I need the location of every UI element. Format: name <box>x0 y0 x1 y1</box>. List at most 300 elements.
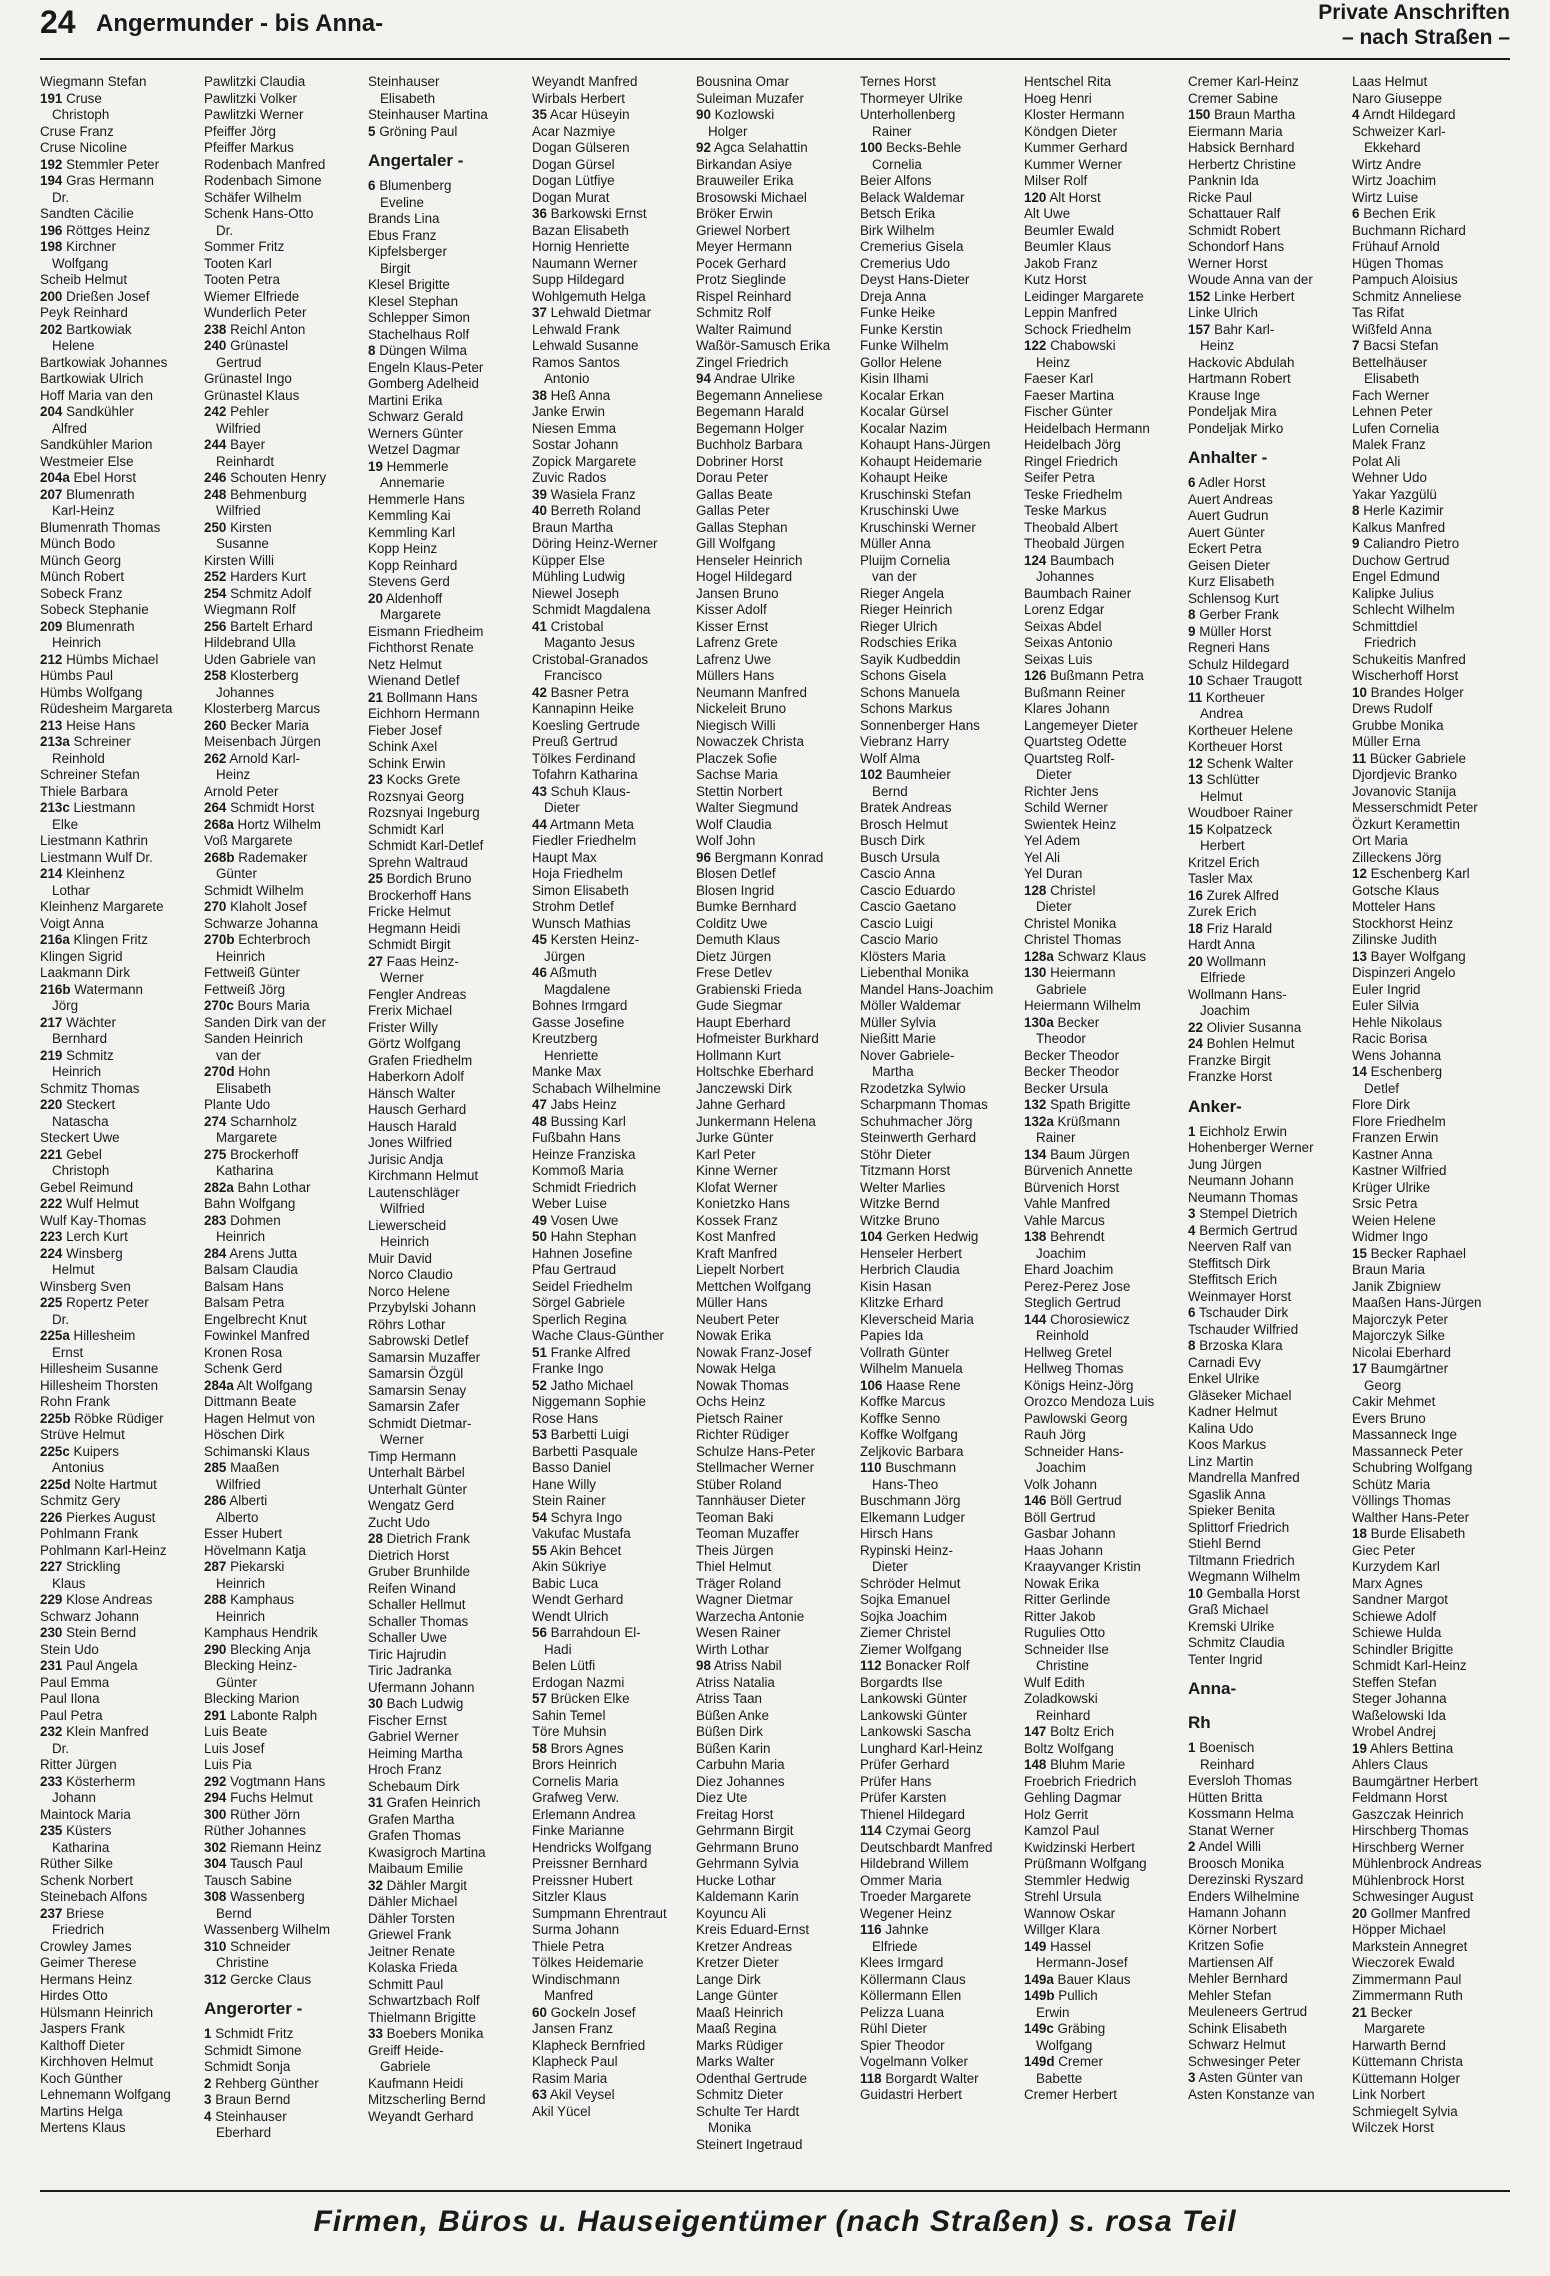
resident-name: Dietrich Horst <box>368 1547 450 1563</box>
directory-entry <box>204 1873 362 1890</box>
directory-entry <box>1352 1955 1510 1972</box>
resident-name: Theodor <box>1036 1031 1086 1046</box>
directory-entry <box>204 1361 362 1378</box>
resident-name: Buchholz Barbara <box>696 437 803 452</box>
resident-name: Kamphaus <box>230 1592 295 1607</box>
resident-name: Simon Elisabeth <box>532 882 629 898</box>
resident-name: Unterhalt Bärbel <box>368 1465 465 1480</box>
resident-name: Seixas Abdel <box>1024 618 1102 634</box>
directory-entry <box>1352 1988 1510 2005</box>
directory-entry <box>368 1185 526 1202</box>
resident-name: Becker <box>1057 1014 1100 1030</box>
resident-name: Carnadi Evy <box>1188 1354 1261 1370</box>
resident-name: Froebrich Friedrich <box>1024 1773 1137 1789</box>
resident-name: Jansen Franz <box>532 2021 614 2036</box>
resident-name: Bluhm Marie <box>1050 1757 1126 1772</box>
resident-name: Büßen Karin <box>696 1740 771 1756</box>
directory-entry <box>204 586 362 603</box>
directory-entry <box>532 883 690 900</box>
directory-entry <box>1024 503 1182 520</box>
resident-name: Brzoska Klara <box>1199 1338 1283 1353</box>
directory-entry <box>1024 1180 1182 1197</box>
resident-name: Wiemer Elfriede <box>204 288 300 304</box>
resident-name: Akin Behcet <box>549 1542 622 1558</box>
house-number: 44 <box>532 816 547 832</box>
resident-name: Lehnemann Wolfgang <box>40 2087 171 2102</box>
directory-entry <box>696 998 854 1015</box>
resident-name: Schebaum Dirk <box>368 1778 460 1794</box>
resident-name: Brandes Holger <box>1370 684 1464 700</box>
resident-name: Schaer Traugott <box>1206 673 1302 688</box>
resident-name: Evers Bruno <box>1352 1410 1426 1426</box>
directory-entry <box>1352 932 1510 949</box>
resident-name: Klapheck Bernfried <box>532 2037 646 2053</box>
directory-entry <box>1188 640 1346 657</box>
directory-entry <box>40 1196 198 1213</box>
resident-name: Ahlers Bettina <box>1369 1740 1454 1756</box>
resident-name: Malek Franz <box>1352 437 1426 452</box>
resident-name: Wrobel Andrej <box>1352 1724 1436 1739</box>
resident-name: Weber Luise <box>532 1196 607 1211</box>
resident-name: Sachse Maria <box>696 767 778 782</box>
resident-name: Fowinkel Manfred <box>204 1328 310 1343</box>
directory-entry <box>1352 1642 1510 1659</box>
entry-continuation <box>860 124 1018 141</box>
resident-name: Rieger Angela <box>860 585 945 601</box>
entry-continuation <box>1352 140 1510 157</box>
directory-entry <box>1188 1520 1346 1537</box>
directory-entry <box>532 1526 690 1543</box>
house-number: 102 <box>860 767 883 782</box>
directory-entry <box>1352 1724 1510 1741</box>
resident-name: Sobeck Franz <box>40 585 123 601</box>
resident-name: Sobeck Stephanie <box>40 602 149 617</box>
resident-name: Blecking Marion <box>204 1691 300 1706</box>
house-number: 149d <box>1024 2054 1055 2069</box>
directory-entry <box>1024 1361 1182 1378</box>
resident-name: Schreiner Stefan <box>40 767 140 782</box>
directory-entry <box>696 1147 854 1164</box>
house-number: 56 <box>532 1625 547 1640</box>
resident-name: Steinhauser Martina <box>368 107 488 122</box>
directory-entry <box>860 322 1018 339</box>
resident-name: Heinz <box>216 767 251 782</box>
resident-name: Spath Brigitte <box>1050 1097 1131 1112</box>
resident-name: Gabriele <box>1036 981 1087 997</box>
directory-entry <box>1352 866 1510 883</box>
house-number: 6 <box>368 178 376 193</box>
house-number: 284 <box>204 1245 227 1261</box>
house-number: 146 <box>1024 1493 1047 1508</box>
directory-entry <box>1024 1262 1182 1279</box>
resident-name: Balsam Petra <box>204 1295 285 1310</box>
directory-entry <box>204 2076 362 2093</box>
directory-entry <box>204 619 362 636</box>
directory-entry <box>1352 206 1510 223</box>
resident-name: Norco Claudio <box>368 1267 453 1282</box>
resident-name: Rüther Jörn <box>230 1806 301 1822</box>
directory-entry <box>1352 1427 1510 1444</box>
directory-entry <box>1352 190 1510 207</box>
directory-entry <box>532 437 690 454</box>
directory-entry <box>1352 784 1510 801</box>
resident-name: Krause Inge <box>1188 387 1261 403</box>
directory-entry <box>1188 1223 1346 1240</box>
resident-name: Zucht Udo <box>368 1514 430 1530</box>
resident-name: Liestmann Wulf Dr. <box>40 849 153 865</box>
resident-name: Krüßmann <box>1057 1113 1121 1129</box>
directory-entry <box>40 371 198 388</box>
entry-continuation <box>1188 970 1346 987</box>
resident-name: Funke Heike <box>860 305 936 320</box>
house-number: 4 <box>1352 107 1360 122</box>
house-number: 292 <box>204 1773 227 1789</box>
directory-entry <box>368 1416 526 1433</box>
resident-name: Hillesheim Thorsten <box>40 1377 159 1393</box>
resident-name: Geimer Therese <box>40 1955 137 1970</box>
directory-entry <box>368 244 526 261</box>
resident-name: Kurzydem Karl <box>1352 1559 1440 1574</box>
directory-entry <box>40 239 198 256</box>
resident-name: Auert Andreas <box>1188 491 1273 507</box>
directory-entry <box>696 1988 854 2005</box>
resident-name: Becker Raphael <box>1370 1245 1466 1261</box>
resident-name: Hassel <box>1050 1938 1092 1954</box>
directory-entry <box>1188 2087 1346 2104</box>
house-number: 32 <box>368 1877 383 1893</box>
directory-entry <box>1352 982 1510 999</box>
resident-name: Griewel Norbert <box>696 222 790 238</box>
directory-entry <box>1352 586 1510 603</box>
resident-name: Ternes Horst <box>860 74 936 89</box>
directory-entry <box>204 470 362 487</box>
directory-entry <box>696 817 854 834</box>
resident-name: Kohaupt Heike <box>860 470 948 485</box>
resident-name: Andrae Ulrike <box>713 371 796 386</box>
resident-name: Henriette <box>544 1047 599 1063</box>
resident-name: Zurek Alfred <box>1206 887 1279 903</box>
resident-name: Buschmann <box>885 1460 957 1475</box>
resident-name: Tschauder Wilfried <box>1188 1321 1299 1337</box>
resident-name: Jabs Heinz <box>550 1097 617 1112</box>
resident-name: Schmitz Thomas <box>40 1080 140 1096</box>
directory-entry <box>696 487 854 504</box>
directory-column <box>368 74 526 2182</box>
resident-name: Cristobal <box>550 618 604 634</box>
house-number: 290 <box>204 1641 227 1657</box>
resident-name: Kirchmann Helmut <box>368 1168 479 1183</box>
directory-entry <box>1024 140 1182 157</box>
directory-entry <box>40 718 198 735</box>
resident-name: Träger Roland <box>696 1575 782 1591</box>
directory-entry <box>40 91 198 108</box>
directory-entry <box>1352 355 1510 372</box>
resident-name: Woude Anna van der <box>1188 272 1313 287</box>
resident-name: Alt Wolfgang <box>236 1377 313 1393</box>
resident-name: Stempel Dietrich <box>1199 1206 1298 1221</box>
house-number: 11 <box>1352 750 1367 766</box>
resident-name: Schuh Klaus- <box>550 783 631 799</box>
resident-name: Zoladkowski <box>1024 1691 1098 1706</box>
directory-entry <box>1188 805 1346 822</box>
house-number: 128 <box>1024 882 1047 898</box>
directory-entry <box>40 586 198 603</box>
directory-entry <box>204 2092 362 2109</box>
resident-name: Akil Veysel <box>549 2087 615 2102</box>
entry-continuation <box>1024 767 1182 784</box>
resident-name: Heinrich <box>380 1234 430 1249</box>
house-number: 15 <box>1352 1245 1367 1261</box>
resident-name: Becker Maria <box>230 717 309 733</box>
resident-name: Manfred <box>544 1988 594 2003</box>
resident-name: Röhrs Lothar <box>368 1316 446 1332</box>
resident-name: Becker Theodor <box>1024 1064 1120 1079</box>
resident-name: Belack Waldemar <box>860 189 965 205</box>
directory-entry <box>1024 1972 1182 1989</box>
resident-name: Gemballa Horst <box>1206 1585 1300 1601</box>
resident-name: Arens Jutta <box>229 1245 298 1261</box>
resident-name: Titzmann Horst <box>860 1163 951 1178</box>
directory-entry <box>40 1988 198 2005</box>
directory-entry <box>204 1213 362 1230</box>
resident-name: Bousnina Omar <box>696 74 790 89</box>
directory-entry <box>532 256 690 273</box>
directory-entry <box>40 1015 198 1032</box>
directory-entry <box>368 1531 526 1548</box>
resident-name: Belen Lütfi <box>532 1658 596 1673</box>
house-number: 1 <box>1188 1740 1196 1755</box>
resident-name: Birkandan Asiye <box>696 156 793 172</box>
directory-entry <box>204 1064 362 1081</box>
resident-name: Rüther Silke <box>40 1856 113 1871</box>
resident-name: Quartsteg Odette <box>1024 734 1127 749</box>
resident-name: Schmitt Paul <box>368 1976 444 1992</box>
resident-name: Marx Agnes <box>1352 1575 1423 1591</box>
directory-entry <box>860 800 1018 817</box>
resident-name: Cascio Anna <box>860 866 936 881</box>
directory-column <box>1352 74 1510 2182</box>
resident-name: Weyandt Gerhard <box>368 2108 474 2124</box>
resident-name: Gehling Dagmar <box>1024 1790 1122 1805</box>
resident-name: Bonacker Rolf <box>885 1658 970 1673</box>
directory-entry <box>696 2104 854 2121</box>
directory-entry <box>860 1130 1018 1147</box>
directory-entry <box>40 1097 198 1114</box>
directory-entry <box>40 2038 198 2055</box>
resident-name: Hadi <box>544 1641 572 1657</box>
resident-name: Baum Jürgen <box>1050 1146 1130 1162</box>
resident-name: Schröder Helmut <box>860 1575 961 1591</box>
resident-name: Funke Kerstin <box>860 321 943 337</box>
resident-name: Fischer Ernst <box>368 1712 447 1728</box>
resident-name: Cornelis Maria <box>532 1773 619 1789</box>
directory-entry <box>1024 223 1182 240</box>
directory-entry <box>860 1840 1018 1857</box>
house-number: 223 <box>40 1229 63 1244</box>
directory-entry <box>40 965 198 982</box>
directory-entry <box>532 1262 690 1279</box>
resident-name: Sojka Emanuel <box>860 1592 951 1607</box>
resident-name: Walter Siegmund <box>696 800 799 815</box>
directory-entry <box>1024 701 1182 718</box>
directory-entry <box>696 2087 854 2104</box>
resident-name: Thiele Barbara <box>40 783 128 799</box>
directory-entry <box>532 1229 690 1246</box>
directory-entry <box>368 2092 526 2109</box>
resident-name: Martha <box>872 1064 914 1079</box>
house-number: 196 <box>40 222 63 238</box>
directory-entry <box>1188 1922 1346 1939</box>
directory-entry <box>40 124 198 141</box>
directory-entry <box>204 1246 362 1263</box>
resident-name: Rodenbach Simone <box>204 173 322 188</box>
directory-entry <box>1352 1460 1510 1477</box>
house-number: 231 <box>40 1658 63 1673</box>
directory-entry <box>368 1300 526 1317</box>
resident-name: Rzodetzka Sylwio <box>860 1080 966 1096</box>
resident-name: Marks Rüdiger <box>696 2037 784 2053</box>
resident-name: Heiermann Wilhelm <box>1024 998 1141 1013</box>
resident-name: Schink Elisabeth <box>1188 2020 1287 2036</box>
directory-entry <box>532 1328 690 1345</box>
directory-entry <box>1024 1064 1182 1081</box>
directory-entry <box>40 1642 198 1659</box>
house-number: 225a <box>40 1328 70 1343</box>
resident-name: Hane Willy <box>532 1476 596 1492</box>
directory-entry <box>532 454 690 471</box>
directory-entry <box>1188 1404 1346 1421</box>
directory-entry <box>40 1691 198 1708</box>
directory-entry <box>40 388 198 405</box>
resident-name: Elisabeth <box>216 1080 272 1096</box>
directory-entry <box>204 520 362 537</box>
directory-entry <box>696 2038 854 2055</box>
directory-entry <box>860 289 1018 306</box>
house-number: 11 <box>1188 689 1203 705</box>
resident-name: Hirschberg Werner <box>1352 1839 1465 1855</box>
directory-entry <box>1352 1708 1510 1725</box>
resident-name: Eismann Friedheim <box>368 623 484 639</box>
resident-name: Chorosiewicz <box>1050 1311 1130 1327</box>
directory-entry <box>1188 1371 1346 1388</box>
resident-name: Brands Lina <box>368 211 440 226</box>
directory-entry <box>1024 1345 1182 1362</box>
resident-name: Küsters <box>66 1823 112 1838</box>
resident-name: Erlemann Andrea <box>532 1806 636 1822</box>
house-number: 36 <box>532 206 547 221</box>
resident-name: Wegmann Wilhelm <box>1188 1569 1301 1584</box>
directory-entry <box>1352 157 1510 174</box>
resident-name: Kalkus Manfred <box>1352 519 1446 535</box>
resident-name: Barrahdoun El- <box>550 1625 641 1640</box>
directory-entry <box>40 355 198 372</box>
resident-name: Pierkes August <box>66 1509 156 1525</box>
directory-entry <box>40 1180 198 1197</box>
resident-name: Adler Horst <box>1198 475 1266 490</box>
resident-name: Kaldemann Karin <box>696 1889 799 1904</box>
entry-continuation <box>532 949 690 966</box>
resident-name: Jeitner Renate <box>368 1943 456 1959</box>
directory-entry <box>40 520 198 537</box>
resident-name: Baumgärtner Herbert <box>1352 1773 1478 1789</box>
resident-name: Stiehl Bernd <box>1188 1536 1261 1551</box>
directory-entry <box>204 751 362 768</box>
resident-name: Rugulies Otto <box>1024 1625 1106 1640</box>
directory-entry <box>860 718 1018 735</box>
house-number: 2 <box>1188 1839 1196 1854</box>
directory-entry <box>1024 2054 1182 2071</box>
directory-entry <box>1188 855 1346 872</box>
house-number: 233 <box>40 1773 63 1789</box>
directory-entry <box>40 1873 198 1890</box>
house-number: 242 <box>204 404 227 419</box>
directory-entry <box>532 470 690 487</box>
entry-continuation <box>1024 1130 1182 1147</box>
resident-name: Hermann-Josef <box>1036 1955 1128 1970</box>
directory-entry <box>1024 1559 1182 1576</box>
directory-entry <box>860 817 1018 834</box>
resident-name: Hardt Anna <box>1188 937 1255 952</box>
resident-name: Kritzen Sofie <box>1188 1938 1264 1953</box>
directory-entry <box>40 305 198 322</box>
resident-name: Schmitz Gery <box>40 1493 121 1508</box>
resident-name: Günter <box>216 1674 257 1690</box>
resident-name: Kolpatzeck <box>1206 821 1273 837</box>
house-number: 304 <box>204 1856 227 1871</box>
directory-entry <box>860 1873 1018 1890</box>
resident-name: Andel Willi <box>1198 1839 1261 1854</box>
directory-entry <box>1352 503 1510 520</box>
directory-entry <box>1188 1955 1346 1972</box>
resident-name: Steinwerth Gerhard <box>860 1130 977 1145</box>
directory-entry <box>1188 2054 1346 2071</box>
directory-entry <box>368 2010 526 2027</box>
resident-name: Gerken Hedwig <box>886 1229 979 1244</box>
resident-name: Kurz Elisabeth <box>1188 574 1275 589</box>
directory-entry <box>40 1609 198 1626</box>
resident-name: Przybylski Johann <box>368 1300 476 1315</box>
directory-column <box>1024 74 1182 2182</box>
resident-name: Steffitsch Dirk <box>1188 1255 1271 1271</box>
resident-name: Kalipke Julius <box>1352 585 1434 601</box>
house-number: 252 <box>204 569 227 584</box>
resident-name: Birk Wilhelm <box>860 222 935 238</box>
resident-name: Özkurt Keramettin <box>1352 816 1460 832</box>
resident-name: Cremerius Gisela <box>860 239 964 254</box>
resident-name: Klösters Maria <box>860 948 946 964</box>
house-number: 149a <box>1024 1971 1054 1987</box>
resident-name: Naro Giuseppe <box>1352 90 1443 106</box>
resident-name: Rozsnyai Georg <box>368 788 465 804</box>
house-number: 112 <box>860 1658 882 1673</box>
directory-entry <box>696 1279 854 1296</box>
directory-entry <box>1352 1922 1510 1939</box>
running-head: Angermunder - bis Anna- <box>96 10 384 37</box>
directory-entry <box>532 355 690 372</box>
resident-name: Faas Heinz- <box>386 953 459 969</box>
house-number: 204a <box>40 470 70 485</box>
directory-entry <box>204 784 362 801</box>
directory-entry <box>204 1691 362 1708</box>
house-number: 45 <box>532 932 547 947</box>
directory-entry <box>860 883 1018 900</box>
resident-name: Stemmler Hedwig <box>1024 1872 1130 1888</box>
directory-entry <box>1352 1510 1510 1527</box>
resident-name: Placzek Sofie <box>696 750 778 766</box>
resident-name: Warzecha Antonie <box>696 1608 805 1624</box>
house-number: 198 <box>40 239 63 254</box>
directory-entry <box>1188 1536 1346 1553</box>
